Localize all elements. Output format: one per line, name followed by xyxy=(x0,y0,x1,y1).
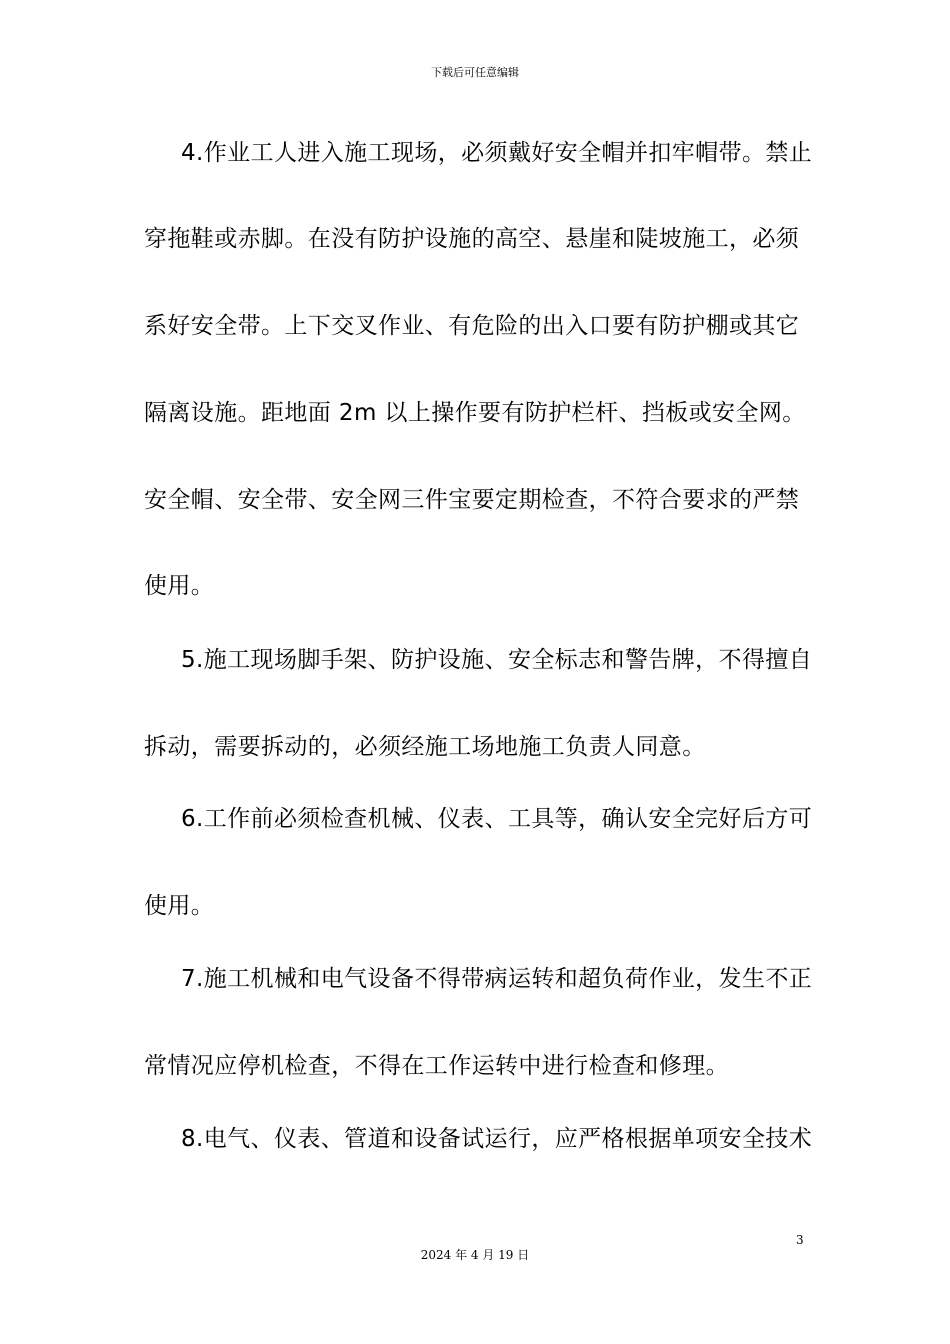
paragraph-line: 常情况应停机检查，不得在工作运转中进行检查和修理。 xyxy=(144,1053,729,1079)
paragraph-line: 5.施工现场脚手架、防护设施、安全标志和警告牌，不得擅自 xyxy=(181,647,813,673)
paragraph-line: 隔离设施。距地面 2m 以上操作要有防护栏杆、挡板或安全网。 xyxy=(144,400,806,426)
paragraph-line: 系好安全带。上下交叉作业、有危险的出入口要有防护棚或其它 xyxy=(144,313,800,339)
paragraph-line: 使用。 xyxy=(144,893,215,919)
paragraph-line: 使用。 xyxy=(144,573,215,599)
paragraph-line: 拆动，需要拆动的，必须经施工场地施工负责人同意。 xyxy=(144,734,706,760)
paragraph-line: 4.作业工人进入施工现场，必须戴好安全帽并扣牢帽带。禁止 xyxy=(181,140,813,166)
paragraph-line: 6.工作前必须检查机械、仪表、工具等，确认安全完好后方可 xyxy=(181,806,813,832)
paragraph-line: 7.施工机械和电气设备不得带病运转和超负荷作业，发生不正 xyxy=(181,966,813,992)
paragraph-line: 8.电气、仪表、管道和设备试运行，应严格根据单项安全技术 xyxy=(181,1126,813,1152)
page-number: 3 xyxy=(796,1233,804,1247)
paragraph-line: 安全帽、安全带、安全网三件宝要定期检查，不符合要求的严禁 xyxy=(144,487,800,513)
page-header: 下载后可任意编辑 xyxy=(431,66,519,79)
footer-date: 2024 年 4 月 19 日 xyxy=(420,1248,530,1262)
paragraph-line: 穿拖鞋或赤脚。在没有防护设施的高空、悬崖和陡坡施工，必须 xyxy=(144,226,800,252)
